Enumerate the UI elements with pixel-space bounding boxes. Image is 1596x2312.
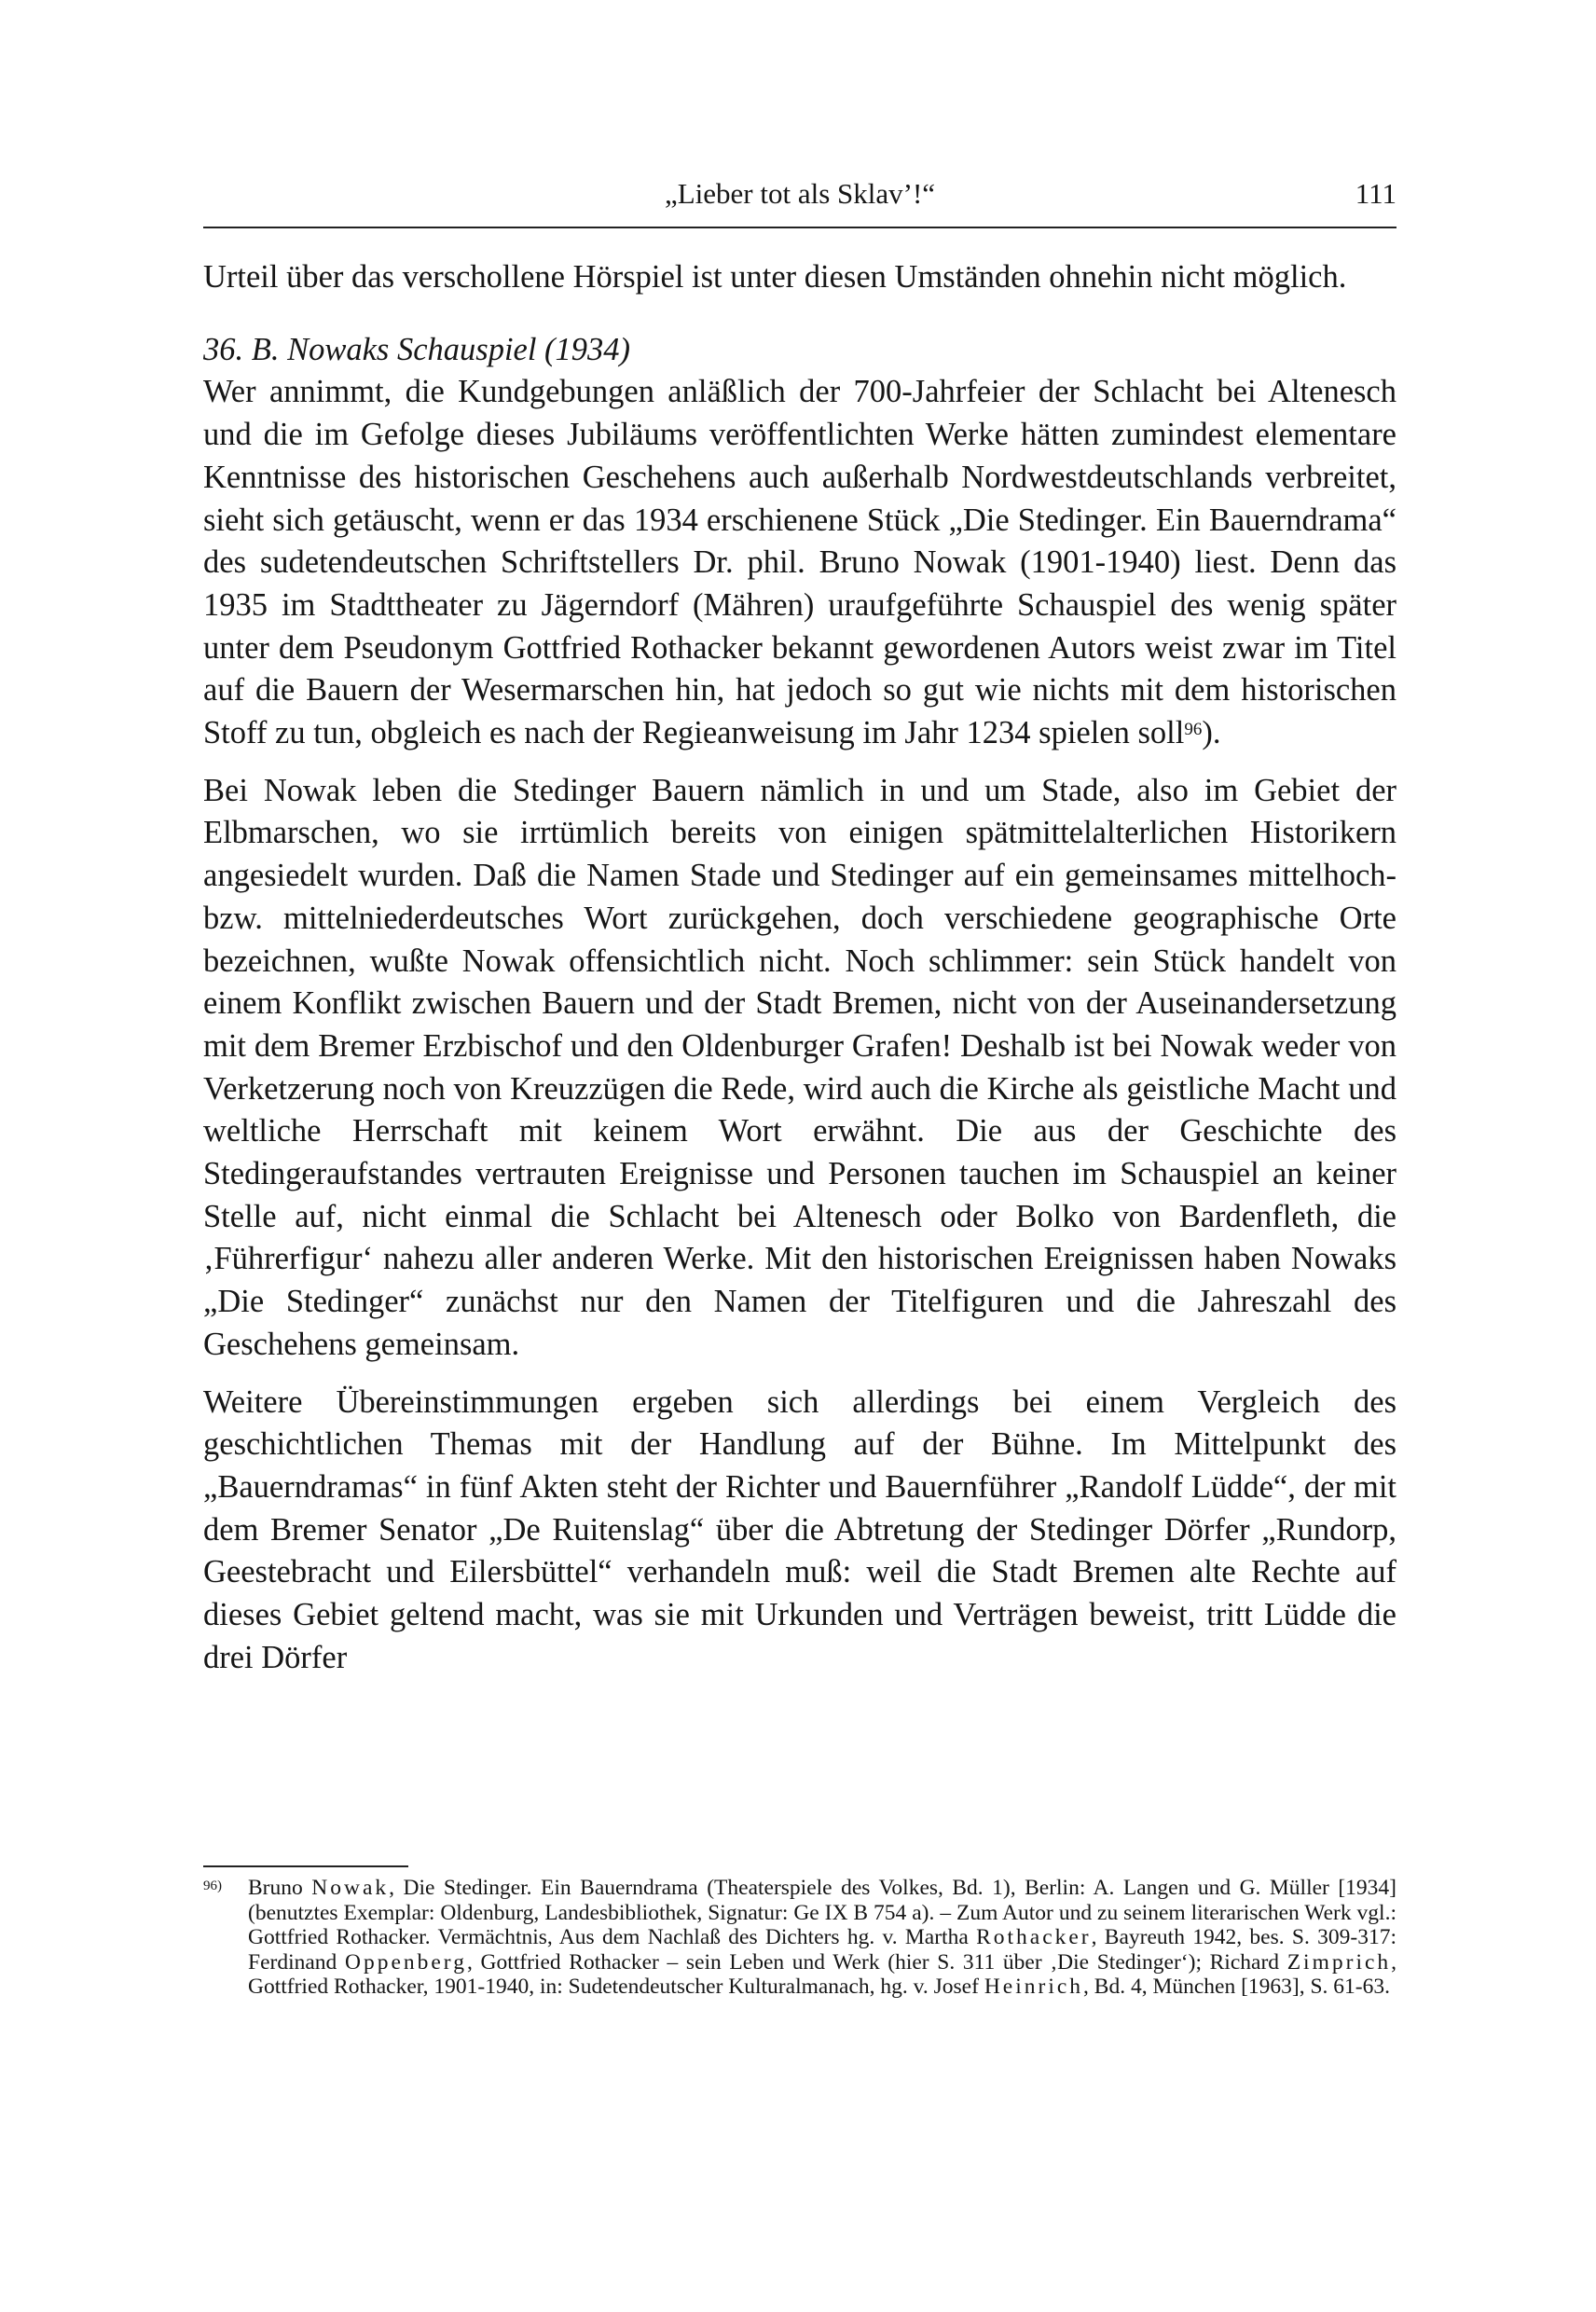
footnote-text: , Gottfried Rothacker, 1901-1940, in: Sudetendeutscher Kulturalmanach, hg. v. Josef (248, 1949, 1397, 1999)
running-head (203, 175, 1396, 213)
paragraph-1-text: Wer annimmt, die Kundgebungen anläßlich der 700-Jahrfeier der Schlacht bei Altenesch und die im Gefolge dieses Jubiläums veröffentlichten Werke hätten zumindest elementare Kenntnisse des historischen Geschehens auch außerhalb Nordwestdeutschlands verbreitet, sieht sich getäuscht, wenn er das 1934 erschienene Stück „Die Stedinger. Ein Bauerndrama“ des sudetendeutschen Schriftstellers Dr. phil. Bruno Nowak (1901-1940) liest. Denn das 1935 im Stadttheater zu Jägerndorf (Mähren) uraufgeführte Schauspiel des wenig später unter dem Pseudonym Gottfried Rothacker bekannt gewordenen Autors weist zwar im Titel auf die Bauern der Wesermarschen hin, hat jedoch so gut wie nichts mit dem historischen Stoff zu tun, obgleich es nach der Regieanweisung im Jahr 1234 spielen soll (203, 374, 1396, 751)
body-text (203, 256, 1396, 1680)
footnote-rule (203, 1865, 408, 1867)
header-rule (203, 227, 1396, 228)
page-number: 111 (1355, 177, 1396, 210)
author-name: Oppenberg (344, 1949, 467, 1975)
section-heading: 36. B. Nowaks Schauspiel (1934) (203, 331, 631, 367)
paragraph-1-tail: ). (1202, 715, 1221, 751)
footnote-text: , Die Stedinger. Ein Bauerndrama (Theaterspiele des Volkes, Bd. 1), Berlin: A. Langen und G. Müller [1934] (benutztes Exemplar: Oldenburg, Landesbibliothek, Signatur: Ge IX B 754 a). – Zum Autor und zu seinem literarischen Werk vgl.: Gottfried Rothacker. Vermächtnis, Aus dem Nachlaß des Dichters hg. v. Martha (248, 1876, 1397, 1949)
footnote-text: , Bd. 4, München [1963], S. 61-63. (1083, 1975, 1391, 1999)
paragraph-3: Weitere Übereinstimmungen ergeben sich allerdings bei einem Vergleich des geschichtlichen Themas mit der Handlung auf der Bühne. Im Mittelpunkt des „Bauerndramas“ in fünf Akten steht der Richter und Bauernführer „Randolf Lüdde“, der mit dem Bremer Senator „De Ruitenslag“ über die Abtretung der Stedinger Dörfer „Rundorp, Geestebracht und Eilersbüttel“ verhandeln muß: weil die Stadt Bremen alte Rechte auf dieses Gebiet geltend macht, was sie mit Urkunden und Verträgen beweist, tritt Lüdde die drei Dörfer (203, 1383, 1396, 1675)
footnote-text: Bruno (248, 1876, 303, 1900)
footnote-96 (203, 1876, 1396, 2000)
author-name: Zimprich (1286, 1949, 1392, 1975)
author-name: Nowak (311, 1876, 390, 1900)
footnote-mark: 96) (203, 1878, 222, 1893)
paragraph-2: Bei Nowak leben die Stedinger Bauern nämlich in und um Stade, also im Gebiet der Elbmarschen, wo sie irrtümlich bereits von einigen spätmittelalterlichen Historikern angesiedelt wurden. Daß die Namen Stade und Stedinger auf ein gemeinsames mittelhoch- bzw. mittelniederdeutsches Wort zurückgehen, doch verschiedene geographische Orte bezeichnen, wußte Nowak offensichtlich nicht. Noch schlimmer: sein Stück handelt von einem Konflikt zwischen Bauern und der Stadt Bremen, nicht von der Auseinandersetzung mit dem Bremer Erzbischof und den Oldenburger Grafen! Deshalb ist bei Nowak weder von Verketzerung noch von Kreuzzügen die Rede, wird auch die Kirche als geistliche Macht und weltliche Herrschaft mit keinem Wort erwähnt. Die aus der Geschichte des Stedingeraufstandes vertrauten Ereignisse und Personen tauchen im Schauspiel an keiner Stelle auf, nicht einmal die Schlacht bei Altenesch oder Bolko von Bardenfleth, die ‚Führerfigur‘ nahezu aller anderen Werke. Mit den historischen Ereignissen haben Nowaks „Die Stedinger“ zunächst nur den Namen der Titelfiguren und die Jahreszahl des Geschehens gemeinsam. (203, 772, 1396, 1362)
footnote-reference: 96 (1184, 720, 1203, 740)
footnote-text: , Bayreuth 1942, bes. S. 309-317: Ferdinand (248, 1925, 1397, 1975)
author-name: Rothacker (976, 1925, 1092, 1949)
paragraph-continued: Urteil über das verschollene Hörspiel ist unter diesen Umständen ohnehin nicht möglich. (203, 259, 1347, 295)
paragraph-1 (203, 371, 1396, 754)
footnote-text: , Gottfried Rothacker – sein Leben und Werk (hier S. 311 über ‚Die Stedinger‘); Richard (466, 1949, 1280, 1975)
running-title: „Lieber tot als Sklav’!“ (664, 177, 936, 210)
author-name: Heinrich (984, 1975, 1084, 1999)
